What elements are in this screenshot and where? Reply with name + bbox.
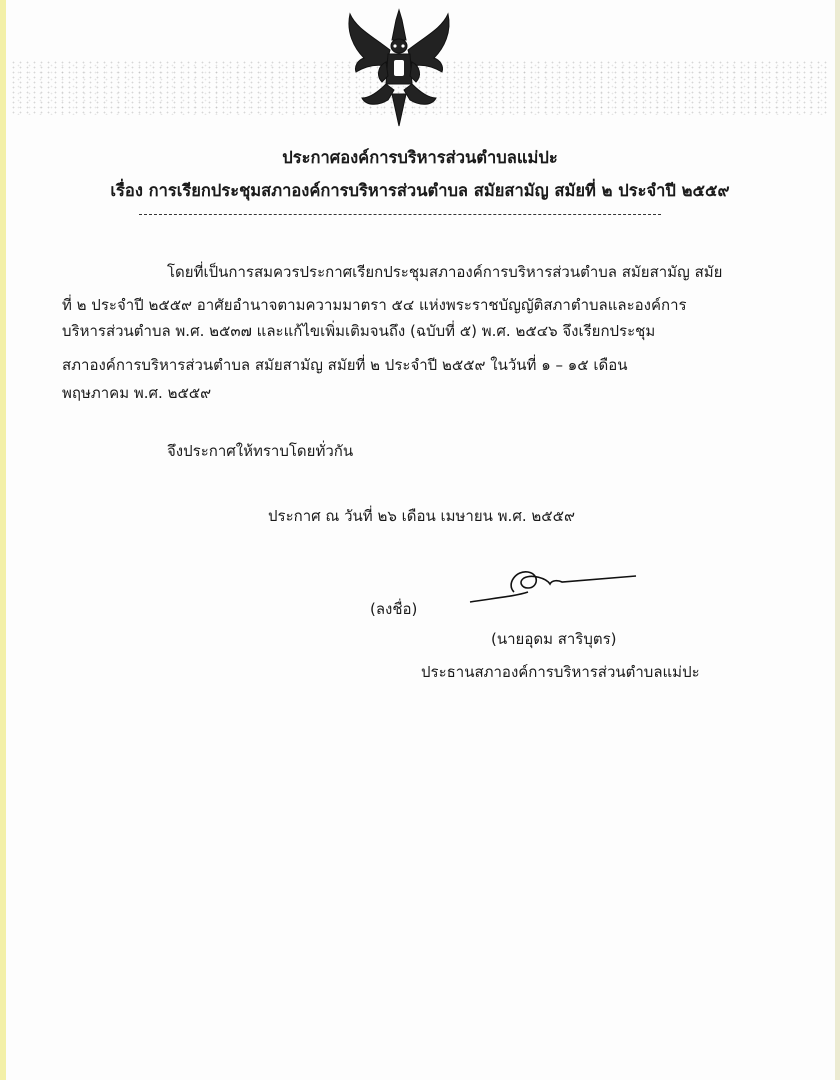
divider-line (139, 214, 661, 215)
signatory-position: ประธานสภาองค์การบริหารส่วนตำบลแม่ปะ (421, 663, 700, 681)
announcement-subject: เรื่อง การเรียกประชุมสภาองค์การบริหารส่วนตำบล สมัยสามัญ สมัยที่ ๒ ประจำปี ๒๕๕๙ (110, 181, 730, 200)
body-line-1: โดยที่เป็นการสมควรประกาศเรียกประชุมสภาองค์การบริหารส่วนตำบล สมัยสามัญ สมัย (167, 263, 723, 281)
signatory-name: (นายอุดม สาริบุตร) (491, 630, 617, 648)
announcement-title: ประกาศองค์การบริหารส่วนตำบลแม่ปะ (282, 148, 558, 167)
body-line-3: บริหารส่วนตำบล พ.ศ. ๒๕๓๗ และแก้ไขเพิ่มเติมจนถึง (ฉบับที่ ๕) พ.ศ. ๒๕๔๖ จึงเรียกประชุม (62, 322, 656, 340)
date-line: ประกาศ ณ วันที่ ๒๖ เดือน เมษายน พ.ศ. ๒๕๕๙ (268, 507, 575, 525)
garuda-emblem-icon (342, 6, 456, 132)
handwritten-signature (466, 562, 638, 608)
body-line-5: พฤษภาคม พ.ศ. ๒๕๕๙ (62, 384, 212, 402)
closing-text: จึงประกาศให้ทราบโดยทั่วกัน (167, 442, 354, 460)
body-line-4: สภาองค์การบริหารส่วนตำบล สมัยสามัญ สมัยที่ ๒ ประจำปี ๒๕๕๙ ในวันที่ ๑ – ๑๕ เดือน (62, 356, 628, 374)
body-line-2: ที่ ๒ ประจำปี ๒๕๕๙ อาศัยอำนาจตามความมาตรา ๕๔ แห่งพระราชบัญญัติสภาตำบลและองค์การ (62, 296, 687, 314)
signature-label: (ลงชื่อ) (370, 600, 418, 618)
